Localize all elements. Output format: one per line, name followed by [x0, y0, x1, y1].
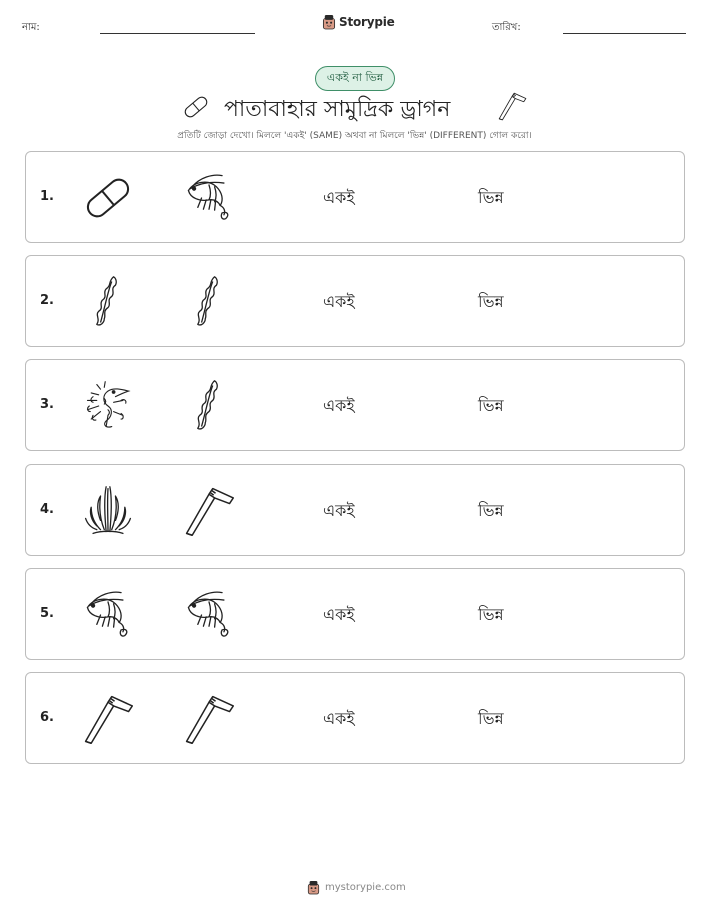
same-option[interactable]: একই [323, 501, 355, 520]
brand-name: Storypie [339, 15, 395, 29]
date-label: তারিখ: [492, 22, 521, 33]
page-title: পাতাবাহার সামুদ্রিক ড্রাগন [224, 97, 451, 122]
worksheet-header [0, 12, 709, 42]
pill-icon [179, 92, 213, 122]
different-option[interactable]: ভিন্ন [478, 501, 504, 520]
straw-icon [181, 483, 237, 539]
worksheet-type-badge: একই না ভিন্ন [315, 66, 395, 91]
title-row [0, 90, 709, 124]
shrimp-icon [181, 587, 237, 643]
same-option[interactable]: একই [323, 292, 355, 311]
storypie-logo-icon [322, 14, 336, 30]
pill-icon [80, 170, 136, 226]
different-option[interactable]: ভিন্ন [478, 396, 504, 415]
question-number: 5. [40, 606, 54, 621]
instructions: প্রতিটি জোড়া দেখো। মিললে 'একই' (SAME) অথবা না মিললে 'ভিন্ন' (DIFFERENT) গোল করো। [177, 131, 532, 141]
question-number: 4. [40, 502, 54, 517]
storypie-logo-icon [307, 880, 320, 895]
straw-icon [495, 90, 529, 122]
coral-icon [80, 483, 136, 539]
seaweed-icon [80, 274, 136, 330]
different-option[interactable]: ভিন্ন [478, 188, 504, 207]
question-number: 2. [40, 293, 54, 308]
leafy-sea-dragon-icon [80, 378, 136, 434]
question-row [25, 359, 685, 451]
question-row [25, 255, 685, 347]
question-row [25, 568, 685, 660]
seaweed-icon [181, 274, 237, 330]
straw-icon [80, 691, 136, 747]
different-option[interactable]: ভিন্ন [478, 292, 504, 311]
footer-url: mystorypie.com [325, 882, 406, 893]
question-row [25, 151, 685, 243]
different-option[interactable]: ভিন্ন [478, 605, 504, 624]
straw-icon [181, 691, 237, 747]
date-write-line [563, 33, 686, 34]
brand [322, 14, 395, 30]
question-number: 6. [40, 710, 54, 725]
same-option[interactable]: একই [323, 396, 355, 415]
seaweed-icon [181, 378, 237, 434]
different-option[interactable]: ভিন্ন [478, 709, 504, 728]
question-number: 1. [40, 189, 54, 204]
same-option[interactable]: একই [323, 605, 355, 624]
name-label: নাম: [22, 22, 40, 33]
shrimp-icon [181, 170, 237, 226]
question-number: 3. [40, 397, 54, 412]
footer [307, 880, 406, 895]
question-row [25, 464, 685, 556]
question-row [25, 672, 685, 764]
same-option[interactable]: একই [323, 709, 355, 728]
shrimp-icon [80, 587, 136, 643]
name-write-line [100, 33, 255, 34]
same-option[interactable]: একই [323, 188, 355, 207]
